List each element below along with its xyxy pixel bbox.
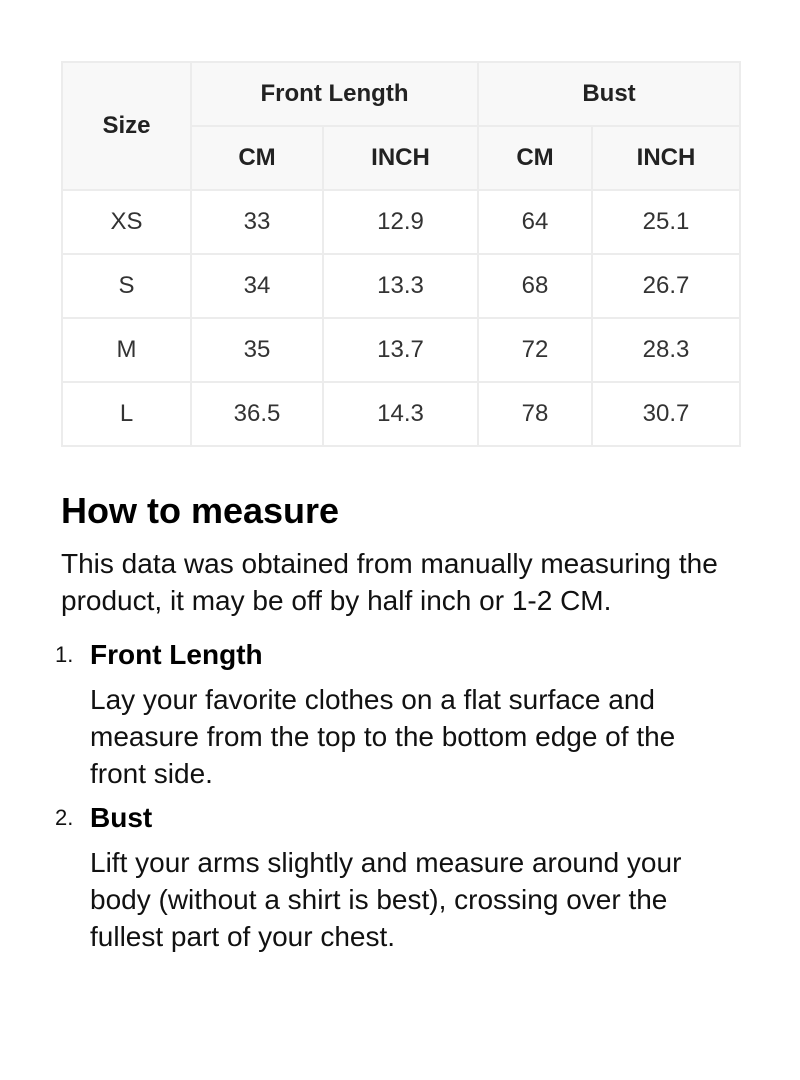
step-number: 2. xyxy=(55,805,74,830)
how-to-measure-intro: This data was obtained from manually measuring the product, it may be off by half inch or 1-2 CM. xyxy=(61,548,718,616)
front-length-inch-cell: 13.3 xyxy=(323,254,478,318)
front-length-inch-cell: 14.3 xyxy=(323,382,478,446)
bust-group-header: Bust xyxy=(478,62,740,126)
bust-inch-cell: 26.7 xyxy=(592,254,740,318)
front-length-cm-cell: 33 xyxy=(191,190,323,254)
size-cell: S xyxy=(62,254,191,318)
step-title-front-length: Front Length xyxy=(90,639,263,670)
size-chart-table xyxy=(61,61,741,447)
table-row xyxy=(62,318,740,382)
size-cell: M xyxy=(62,318,191,382)
front-length-inch-cell: 13.7 xyxy=(323,318,478,382)
bust-inch-cell: 30.7 xyxy=(592,382,740,446)
size-column-header: Size xyxy=(62,62,191,190)
bust-cm-cell: 64 xyxy=(478,190,592,254)
size-guide xyxy=(55,61,739,963)
bust-cm-cell: 72 xyxy=(478,318,592,382)
front-length-cm-header: CM xyxy=(191,126,323,190)
table-row xyxy=(62,382,740,446)
list-item xyxy=(55,637,739,792)
list-item xyxy=(55,800,739,955)
size-cell: XS xyxy=(62,190,191,254)
size-cell: L xyxy=(62,382,191,446)
bust-inch-header: INCH xyxy=(592,126,740,190)
front-length-inch-cell: 12.9 xyxy=(323,190,478,254)
step-description-bust: Lift your arms slightly and measure around your body (without a shirt is best), crossing over the fullest part of your chest. xyxy=(90,847,682,952)
front-length-cm-cell: 35 xyxy=(191,318,323,382)
bust-cm-cell: 68 xyxy=(478,254,592,318)
front-length-group-header: Front Length xyxy=(191,62,478,126)
measurement-steps-list xyxy=(55,637,739,955)
front-length-inch-header: INCH xyxy=(323,126,478,190)
how-to-measure-heading: How to measure xyxy=(61,490,340,531)
bust-inch-cell: 25.1 xyxy=(592,190,740,254)
step-title-bust: Bust xyxy=(90,802,153,833)
bust-cm-cell: 78 xyxy=(478,382,592,446)
table-header-row xyxy=(62,62,740,126)
front-length-cm-cell: 34 xyxy=(191,254,323,318)
bust-inch-cell: 28.3 xyxy=(592,318,740,382)
step-number: 1. xyxy=(55,642,74,667)
bust-cm-header: CM xyxy=(478,126,592,190)
front-length-cm-cell: 36.5 xyxy=(191,382,323,446)
table-row xyxy=(62,254,740,318)
table-row xyxy=(62,190,740,254)
step-description-front-length: Lay your favorite clothes on a flat surface and measure from the top to the bottom edge of the front side. xyxy=(90,684,676,789)
